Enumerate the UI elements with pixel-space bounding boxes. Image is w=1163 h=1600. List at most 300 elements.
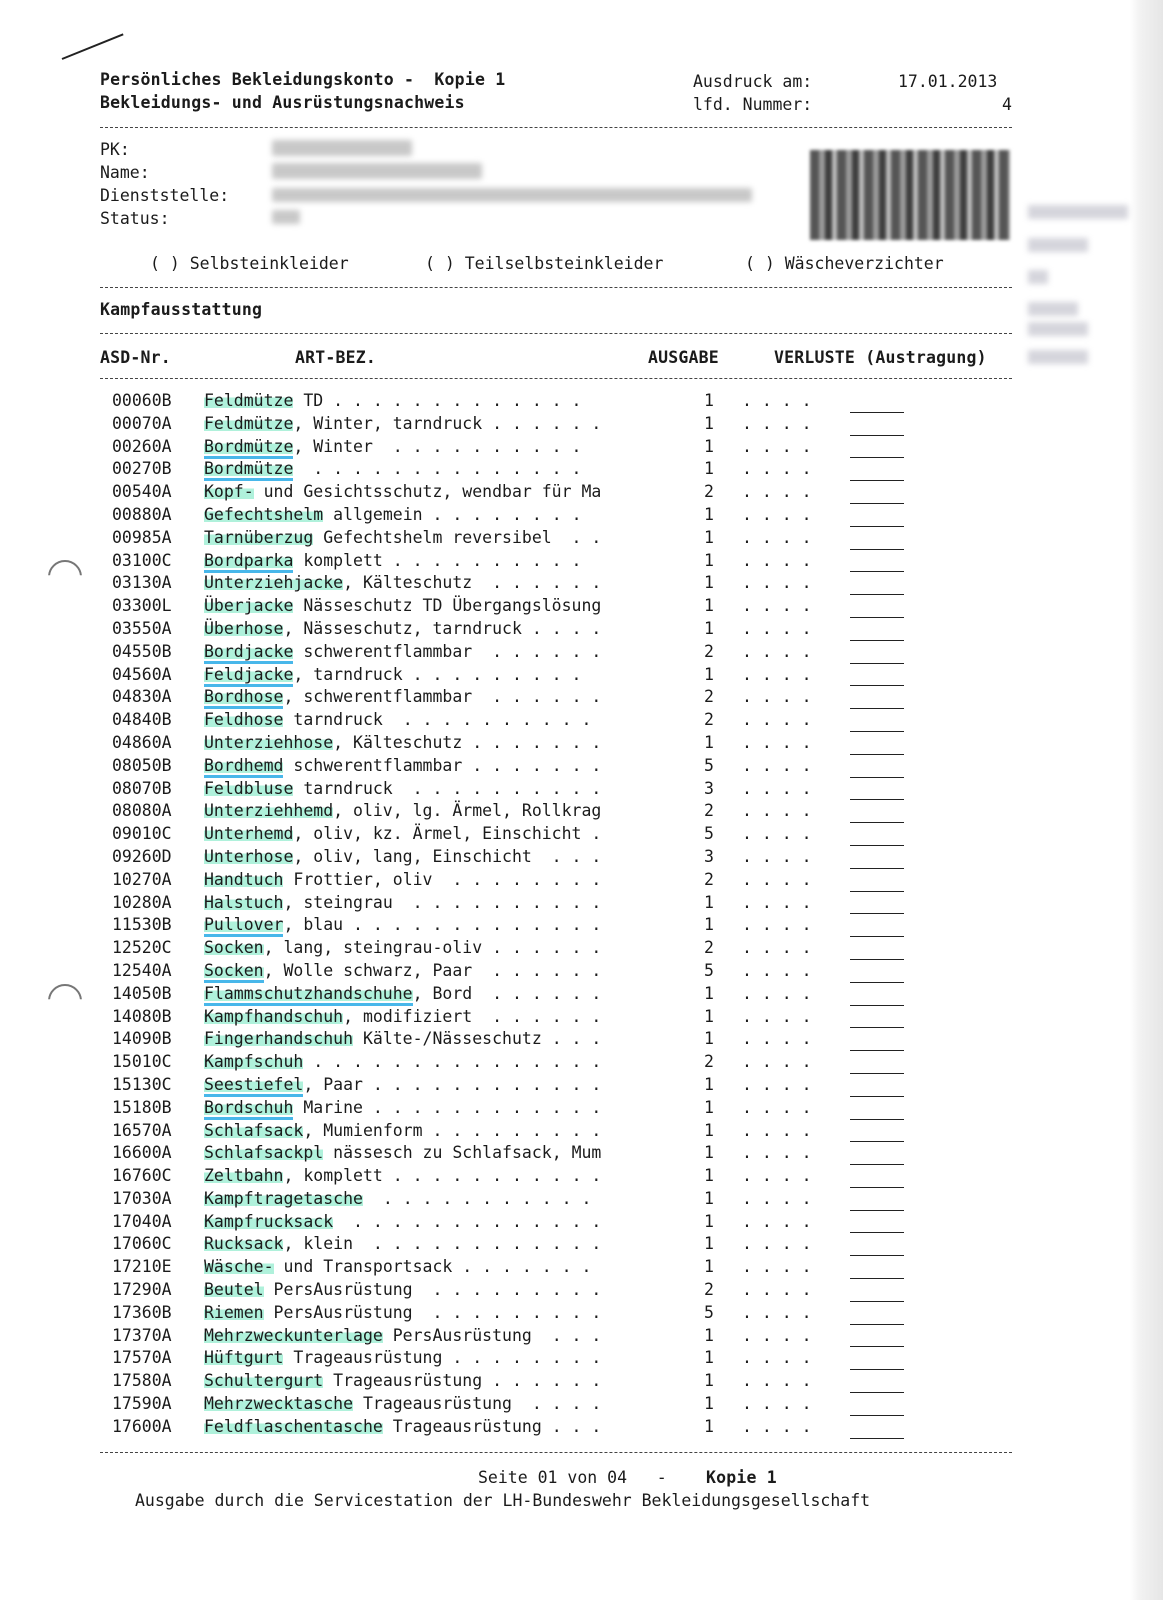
item-description: Kampftragetasche . . . . . . . . . . .: [204, 1188, 592, 1208]
item-loss-dots: . . . .: [742, 1006, 812, 1026]
item-description: Feldmütze TD . . . . . . . . . . . . .: [204, 391, 582, 410]
item-quantity: 5: [704, 1302, 714, 1322]
highlighted-term: Kampfhandschuh: [204, 1006, 344, 1026]
item-code: 00270B: [112, 459, 172, 479]
item-description: Socken, Wolle schwarz, Paar . . . . . .: [204, 960, 704, 983]
loss-entry-line: [850, 603, 904, 618]
item-code: 15130C: [112, 1074, 172, 1094]
table-row: [112, 527, 910, 550]
loss-entry-line: [850, 1013, 904, 1028]
item-loss-line: [850, 595, 910, 618]
item-loss-line: [850, 1347, 910, 1370]
item-loss-dots: . . . .: [742, 1371, 812, 1391]
serial-number-value: 4: [1002, 95, 1012, 114]
loss-entry-line: [850, 466, 904, 481]
table-row: [112, 1051, 910, 1074]
highlighted-term: Unterhose: [204, 846, 294, 866]
redacted-barcode: [810, 150, 1010, 240]
option-teilselbsteinkleider: ( ) Teilselbsteinkleider: [425, 254, 664, 273]
item-loss-dots: . . . .: [742, 846, 812, 866]
item-loss-dots: . . . .: [742, 983, 812, 1003]
table-row: [112, 686, 910, 709]
highlighted-term: Feldflaschentasche: [204, 1416, 383, 1436]
column-verluste: VERLUSTE (Austragung): [774, 348, 987, 367]
highlighted-term: Bordmütze: [204, 437, 293, 459]
highlighted-term: Bordhemd: [204, 756, 283, 778]
table-row: [112, 778, 910, 801]
loss-entry-line: [850, 785, 904, 800]
item-description: Fingerhandschuh Kälte-/Nässeschutz . . .: [204, 1029, 602, 1049]
item-description: Wäsche- und Transportsack . . . . . . .: [204, 1257, 592, 1277]
table-row: [112, 1279, 910, 1302]
table-row: [112, 732, 910, 755]
item-loss-dots: . . . .: [742, 641, 812, 661]
item-loss-line: [850, 686, 910, 709]
item-loss-dots: . . . .: [742, 413, 812, 433]
item-quantity: 1: [704, 527, 714, 547]
item-loss-line: [850, 641, 910, 664]
highlighted-term: Zeltbahn: [204, 1166, 284, 1186]
item-loss-line: [850, 1051, 910, 1074]
item-quantity: 1: [704, 618, 714, 638]
item-loss-dots: . . . .: [742, 1280, 812, 1300]
item-code: 16600A: [112, 1143, 172, 1163]
column-art-bez: ART-BEZ.: [295, 348, 377, 367]
item-quantity: 1: [704, 1188, 714, 1208]
item-code: 12520C: [112, 938, 172, 958]
table-row: [112, 1256, 910, 1279]
item-quantity: 1: [704, 596, 714, 616]
highlighted-term: Unterziehhose: [204, 732, 334, 752]
item-loss-dots: . . . .: [742, 1416, 812, 1436]
item-description: Unterhose, oliv, lang, Einschicht . . .: [204, 846, 602, 866]
redacted-margin-note: [1028, 205, 1128, 219]
redacted-margin-note: [1028, 302, 1078, 316]
item-code: 16760C: [112, 1166, 172, 1186]
item-description: Bordjacke schwerentflammbar . . . . . .: [204, 641, 704, 664]
item-loss-dots: . . . .: [742, 778, 812, 798]
item-loss-line: [850, 1097, 910, 1120]
item-code: 10270A: [112, 869, 172, 889]
table-row: [112, 550, 910, 573]
highlighted-term: Bordhose: [204, 687, 283, 709]
loss-entry-line: [850, 398, 904, 413]
loss-entry-line: [850, 557, 904, 572]
item-loss-dots: . . . .: [742, 1166, 812, 1186]
item-description: Handtuch Frottier, oliv . . . . . . . .: [204, 869, 602, 889]
item-code: 15010C: [112, 1052, 172, 1072]
print-date-label: Ausdruck am:: [693, 72, 813, 91]
table-row: [112, 1006, 910, 1029]
loss-entry-line: [850, 854, 904, 869]
item-description: Kampfschuh . . . . . . . . . . . . . . .: [204, 1052, 602, 1072]
item-loss-dots: . . . .: [742, 459, 812, 479]
separator: [100, 127, 1012, 128]
loss-entry-line: [850, 489, 904, 504]
item-description: Bordparka komplett . . . . . . . . . .: [204, 550, 704, 573]
loss-entry-line: [850, 899, 904, 914]
table-row: [112, 1370, 910, 1393]
item-description: Tarnüberzug Gefechtshelm reversibel . .: [204, 527, 602, 547]
item-loss-dots: . . . .: [742, 915, 812, 935]
item-description: Schultergurt Trageausrüstung . . . . . .: [204, 1371, 602, 1391]
item-loss-line: [850, 1074, 910, 1097]
table-row: [112, 823, 910, 846]
item-code: 08070B: [112, 778, 172, 798]
table-row: [112, 914, 910, 937]
item-code: 00070A: [112, 413, 172, 433]
loss-entry-line: [850, 1332, 904, 1347]
highlighted-term: Unterziehjacke: [204, 573, 344, 593]
item-code: 17060C: [112, 1234, 172, 1254]
loss-entry-line: [850, 1150, 904, 1165]
item-quantity: 2: [704, 687, 714, 707]
loss-entry-line: [850, 649, 904, 664]
item-code: 17570A: [112, 1348, 172, 1368]
item-description: Flammschutzhandschuhe, Bord . . . . . .: [204, 983, 704, 1006]
table-row: [112, 664, 910, 687]
separator: [100, 1452, 1012, 1453]
loss-entry-line: [850, 1378, 904, 1393]
item-description: Zeltbahn, komplett . . . . . . . . . . .: [204, 1166, 602, 1186]
item-loss-line: [850, 550, 910, 573]
loss-entry-line: [850, 1287, 904, 1302]
item-code: 09010C: [112, 824, 172, 844]
item-description: Mehrzweckunterlage PersAusrüstung . . .: [204, 1325, 602, 1345]
item-code: 17210E: [112, 1257, 172, 1277]
item-code: 17360B: [112, 1302, 172, 1322]
loss-entry-line: [850, 512, 904, 527]
table-row: [112, 1325, 910, 1348]
table-row: [112, 1347, 910, 1370]
item-loss-line: [850, 1006, 910, 1029]
highlighted-term: Seestiefel: [204, 1075, 303, 1097]
item-loss-line: [850, 481, 910, 504]
item-loss-line: [850, 800, 910, 823]
item-loss-dots: . . . .: [742, 960, 812, 980]
item-loss-line: [850, 778, 910, 801]
table-row: [112, 1028, 910, 1051]
loss-entry-line: [850, 580, 904, 595]
highlighted-term: Feldmütze: [204, 391, 294, 410]
item-loss-dots: . . . .: [742, 687, 812, 707]
item-code: 17590A: [112, 1394, 172, 1414]
section-title: Kampfausstattung: [100, 300, 263, 319]
table-row: [112, 1165, 910, 1188]
item-loss-dots: . . . .: [742, 1143, 812, 1163]
item-quantity: 1: [704, 1211, 714, 1231]
highlighted-term: Pullover: [204, 915, 283, 937]
item-quantity: 1: [704, 550, 714, 570]
item-quantity: 1: [704, 436, 714, 456]
item-loss-dots: . . . .: [742, 1120, 812, 1140]
loss-entry-line: [850, 1218, 904, 1233]
item-quantity: 1: [704, 504, 714, 524]
item-loss-line: [850, 983, 910, 1006]
table-row: [112, 846, 910, 869]
page-number: Seite 01 von 04 -: [478, 1468, 667, 1487]
highlighted-term: Wäsche-: [204, 1257, 274, 1277]
loss-entry-line: [850, 991, 904, 1006]
table-row: [112, 572, 910, 595]
item-code: 08050B: [112, 755, 172, 775]
highlighted-term: Kopf-: [204, 482, 254, 502]
loss-entry-line: [850, 1036, 904, 1051]
table-row: [112, 1302, 910, 1325]
item-quantity: 1: [704, 1325, 714, 1345]
loss-entry-line: [850, 968, 904, 983]
item-loss-dots: . . . .: [742, 1325, 812, 1345]
item-loss-line: [850, 1120, 910, 1143]
item-code: 04550B: [112, 641, 172, 661]
item-description: Schlafsackpl nässesch zu Schlafsack, Mum: [204, 1143, 602, 1163]
document-title: Persönliches Bekleidungskonto - Kopie 1: [100, 70, 506, 89]
item-loss-dots: . . . .: [742, 710, 812, 730]
redacted-name: [272, 163, 482, 179]
table-row: [112, 458, 910, 481]
item-description: Unterziehhose, Kälteschutz . . . . . . .: [204, 732, 602, 752]
item-description: Überhose, Nässeschutz, tarndruck . . . .: [204, 618, 602, 638]
highlighted-term: Schultergurt: [204, 1371, 324, 1391]
highlighted-term: Feldhose: [204, 710, 284, 730]
loss-entry-line: [850, 877, 904, 892]
item-loss-line: [850, 1142, 910, 1165]
item-loss-line: [850, 892, 910, 915]
item-loss-dots: . . . .: [742, 596, 812, 616]
highlighted-term: Socken: [204, 938, 264, 958]
item-loss-line: [850, 664, 910, 687]
item-loss-dots: . . . .: [742, 1097, 812, 1117]
table-row: [112, 481, 910, 504]
item-code: 17040A: [112, 1211, 172, 1231]
item-loss-dots: . . . .: [742, 664, 812, 684]
item-quantity: 3: [704, 778, 714, 798]
loss-entry-line: [850, 1401, 904, 1416]
item-loss-line: [850, 436, 910, 459]
item-loss-dots: . . . .: [742, 573, 812, 593]
item-description: Bordhose, schwerentflammbar . . . . . .: [204, 686, 704, 709]
item-quantity: 1: [704, 983, 714, 1003]
item-quantity: 1: [704, 915, 714, 935]
table-row: [112, 755, 910, 778]
table-row: [112, 436, 910, 459]
item-loss-dots: . . . .: [742, 732, 812, 752]
document-subtitle: Bekleidungs- und Ausrüstungsnachweis: [100, 93, 465, 112]
item-quantity: 2: [704, 869, 714, 889]
loss-entry-line: [850, 671, 904, 686]
item-loss-dots: . . . .: [742, 1074, 812, 1094]
item-description: Seestiefel, Paar . . . . . . . . . . . .: [204, 1074, 704, 1097]
item-code: 17580A: [112, 1371, 172, 1391]
loss-entry-line: [850, 740, 904, 755]
item-quantity: 1: [704, 1234, 714, 1254]
redacted-status: [272, 210, 300, 224]
item-quantity: 1: [704, 1394, 714, 1414]
separator: [100, 378, 1012, 379]
item-code: 17370A: [112, 1325, 172, 1345]
highlighted-term: Halstuch: [204, 892, 284, 912]
item-quantity: 1: [704, 1257, 714, 1277]
highlighted-term: Bordmütze: [204, 459, 293, 481]
highlighted-term: Hüftgurt: [204, 1348, 284, 1368]
item-loss-line: [850, 1028, 910, 1051]
item-loss-dots: . . . .: [742, 618, 812, 638]
item-loss-line: [850, 413, 910, 436]
item-description: Feldjacke, tarndruck . . . . . . . . .: [204, 664, 704, 687]
item-quantity: 1: [704, 1097, 714, 1117]
item-loss-dots: . . . .: [742, 801, 812, 821]
items-table: [112, 390, 910, 1439]
item-description: Beutel PersAusrüstung . . . . . . . . .: [204, 1280, 602, 1300]
item-loss-dots: . . . .: [742, 1029, 812, 1049]
loss-entry-line: [850, 831, 904, 846]
item-code: 14050B: [112, 983, 172, 1003]
item-description: Pullover, blau . . . . . . . . . . . . .: [204, 914, 704, 937]
table-row: [112, 641, 910, 664]
item-quantity: 1: [704, 1166, 714, 1186]
item-code: 00260A: [112, 436, 172, 456]
highlighted-term: Feldjacke: [204, 665, 293, 687]
item-loss-line: [850, 572, 910, 595]
highlighted-term: Fingerhandschuh: [204, 1029, 354, 1049]
table-row: [112, 1074, 910, 1097]
table-row: [112, 618, 910, 641]
redacted-margin-note: [1028, 322, 1088, 336]
item-quantity: 5: [704, 755, 714, 775]
table-row: [112, 1097, 910, 1120]
item-loss-dots: . . . .: [742, 1052, 812, 1072]
item-loss-line: [850, 823, 910, 846]
item-description: Unterziehhemd, oliv, lg. Ärmel, Rollkrag: [204, 801, 602, 821]
item-loss-line: [850, 1279, 910, 1302]
table-row: [112, 1416, 910, 1439]
highlighted-term: Bordjacke: [204, 642, 293, 664]
item-quantity: 2: [704, 938, 714, 958]
loss-entry-line: [850, 626, 904, 641]
loss-entry-line: [850, 1264, 904, 1279]
item-code: 15180B: [112, 1097, 172, 1117]
item-quantity: 1: [704, 573, 714, 593]
item-quantity: 1: [704, 459, 714, 479]
item-loss-dots: . . . .: [742, 755, 812, 775]
item-loss-line: [850, 504, 910, 527]
item-loss-line: [850, 1302, 910, 1325]
item-code: 03550A: [112, 618, 172, 638]
table-row: [112, 595, 910, 618]
highlighted-term: Schlafsack: [204, 1120, 304, 1140]
column-ausgabe: AUSGABE: [648, 348, 719, 367]
item-loss-line: [850, 937, 910, 960]
item-description: Bordmütze . . . . . . . . . . . . . .: [204, 458, 704, 481]
highlighted-term: Unterziehhemd: [204, 801, 334, 821]
table-row: [112, 1188, 910, 1211]
item-quantity: 2: [704, 1052, 714, 1072]
item-code: 14080B: [112, 1006, 172, 1026]
table-row: [112, 983, 910, 1006]
item-quantity: 1: [704, 1416, 714, 1436]
item-code: 11530B: [112, 915, 172, 935]
separator: [100, 333, 1012, 334]
loss-entry-line: [850, 808, 904, 823]
item-description: Überjacke Nässeschutz TD Übergangslösung: [204, 596, 602, 616]
redacted-margin-note: [1028, 270, 1048, 284]
column-asd-nr: ASD-Nr.: [100, 348, 171, 367]
loss-entry-line: [850, 945, 904, 960]
loss-entry-line: [850, 1424, 904, 1439]
item-loss-line: [850, 709, 910, 732]
table-row: [112, 1393, 910, 1416]
table-row: [112, 869, 910, 892]
item-loss-line: [850, 1233, 910, 1256]
pk-label: PK:: [100, 140, 130, 159]
item-description: Kampfrucksack . . . . . . . . . . . . .: [204, 1211, 602, 1231]
highlighted-term: Kampftragetasche: [204, 1188, 363, 1208]
table-row: [112, 892, 910, 915]
highlighted-term: Mehrzwecktasche: [204, 1394, 354, 1414]
item-loss-dots: . . . .: [742, 504, 812, 524]
loss-entry-line: [850, 763, 904, 778]
highlighted-term: Beutel: [204, 1280, 264, 1300]
item-code: 16570A: [112, 1120, 172, 1140]
item-loss-line: [850, 618, 910, 641]
loss-entry-line: [850, 443, 904, 458]
loss-entry-line: [850, 1059, 904, 1074]
table-row: [112, 800, 910, 823]
item-loss-dots: . . . .: [742, 1394, 812, 1414]
highlighted-term: Unterhemd: [204, 824, 294, 844]
item-loss-dots: . . . .: [742, 1348, 812, 1368]
item-description: Feldflaschentasche Trageausrüstung . . .: [204, 1416, 602, 1436]
item-description: Mehrzwecktasche Trageausrüstung . . . .: [204, 1394, 602, 1414]
item-loss-line: [850, 1370, 910, 1393]
item-quantity: 1: [704, 1029, 714, 1049]
item-loss-line: [850, 960, 910, 983]
item-description: Bordhemd schwerentflammbar . . . . . . .: [204, 755, 704, 778]
footer-issuer: Ausgabe durch die Servicestation der LH-Bundeswehr Bekleidungsgesellschaft: [135, 1491, 871, 1510]
serial-number-label: lfd. Nummer:: [693, 95, 813, 114]
redacted-margin-note: [1028, 238, 1088, 252]
item-loss-line: [850, 1393, 910, 1416]
item-quantity: 2: [704, 482, 714, 502]
table-row: [112, 1120, 910, 1143]
item-description: Unterhemd, oliv, kz. Ärmel, Einschicht .: [204, 824, 602, 844]
highlighted-term: Rucksack: [204, 1234, 284, 1254]
item-description: Feldbluse tarndruck . . . . . . . . . .: [204, 778, 602, 798]
highlighted-term: Feldmütze: [204, 413, 294, 433]
item-loss-dots: . . . .: [742, 892, 812, 912]
item-description: Riemen PersAusrüstung . . . . . . . . .: [204, 1302, 602, 1322]
item-code: 04840B: [112, 710, 172, 730]
item-loss-dots: . . . .: [742, 824, 812, 844]
item-code: 14090B: [112, 1029, 172, 1049]
item-loss-dots: . . . .: [742, 1257, 812, 1277]
loss-entry-line: [850, 1082, 904, 1097]
table-row: [112, 1233, 910, 1256]
item-code: 00060B: [112, 391, 172, 410]
loss-entry-line: [850, 694, 904, 709]
item-loss-line: [850, 869, 910, 892]
item-loss-dots: . . . .: [742, 391, 812, 410]
item-quantity: 1: [704, 664, 714, 684]
item-code: 04830A: [112, 687, 172, 707]
item-loss-line: [850, 1165, 910, 1188]
item-description: Halstuch, steingrau . . . . . . . . . .: [204, 892, 602, 912]
unit-label: Dienststelle:: [100, 186, 230, 205]
item-code: 17600A: [112, 1416, 172, 1436]
highlighted-term: Schlafsackpl: [204, 1143, 324, 1163]
table-row: [112, 390, 910, 413]
item-code: 03130A: [112, 573, 172, 593]
